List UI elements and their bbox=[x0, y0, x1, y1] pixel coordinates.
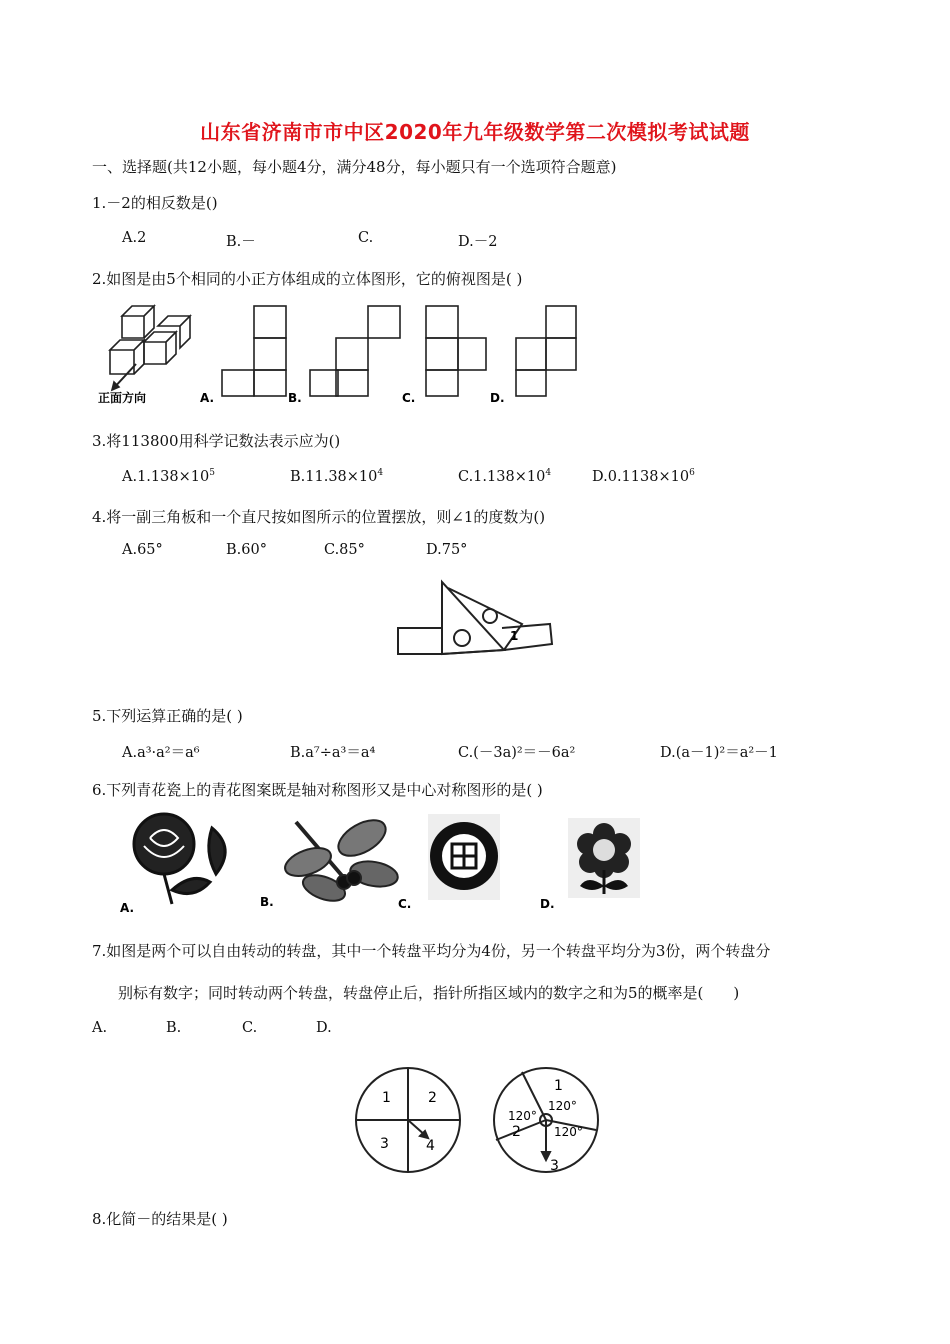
q6-option-b: B. bbox=[260, 895, 274, 909]
q1-option-b: B.－ bbox=[226, 234, 256, 250]
wheel1-3: 3 bbox=[380, 1136, 389, 1152]
angle-1-label: 1 bbox=[510, 629, 519, 643]
q2-option-b: B. bbox=[288, 391, 302, 405]
q7-option-c: C. bbox=[242, 1020, 258, 1036]
q5-option-d: D.(a－1)²＝a²－1 bbox=[660, 745, 778, 761]
question-1: 1.－2的相反数是() bbox=[92, 194, 218, 212]
question-3: 3.将113800用科学记数法表示应为() bbox=[92, 432, 341, 450]
ruler-left bbox=[398, 628, 442, 654]
q1-option-d: D.－2 bbox=[458, 234, 498, 250]
wheel2-3: 3 bbox=[550, 1158, 559, 1174]
q5-option-b: B.a⁷÷a³＝a⁴ bbox=[290, 745, 376, 761]
wheel1-2: 2 bbox=[428, 1090, 437, 1106]
question-7-line-2: 别标有数字；同时转动两个转盘，转盘停止后，指针所指区域内的数字之和为5的概率是( ) bbox=[118, 984, 740, 1002]
page-title: 山东省济南市市中区2020年九年级数学第二次模拟考试试题 bbox=[200, 120, 750, 144]
wheel2-angle-left: 120° bbox=[508, 1109, 537, 1123]
wheel2-1: 1 bbox=[554, 1078, 563, 1094]
rose-pattern bbox=[134, 814, 225, 904]
q4-option-a: A.65° bbox=[122, 542, 163, 558]
q2-option-d: D. bbox=[490, 391, 505, 405]
q3-option-a: $A.1.138\times 10^5$ bbox=[122, 468, 215, 485]
q3-option-d: $D.0.1138\times 10^6$ bbox=[592, 468, 695, 485]
q6-option-d: D. bbox=[540, 897, 555, 911]
wheel2-angle-right: 120° bbox=[554, 1125, 583, 1139]
q2-figures bbox=[92, 298, 592, 408]
q5-option-a: A.a³·a²＝a⁶ bbox=[122, 745, 200, 761]
q1-option-c: C. bbox=[358, 230, 374, 246]
flower-pattern bbox=[568, 818, 640, 898]
section-heading: 一、选择题(共12小题，每小题4分，满分48分，每小题只有一个选项符合题意) bbox=[92, 158, 617, 176]
q2-option-c: C. bbox=[402, 391, 416, 405]
question-7-line-1: 7.如图是两个可以自由转动的转盘，其中一个转盘平均分为4份，另一个转盘平均分为3份，两个转盘分 bbox=[92, 942, 771, 960]
question-8: 8.化简－的结果是( ) bbox=[92, 1210, 228, 1228]
q7-option-b: B. bbox=[166, 1020, 182, 1036]
option-c-view bbox=[426, 306, 486, 396]
wheel2-angle-top: 120° bbox=[548, 1099, 577, 1113]
q3-option-b: $B.11.38\times 10^4$ bbox=[290, 468, 384, 485]
isometric-cubes bbox=[110, 306, 190, 390]
q7-spinners bbox=[350, 1060, 610, 1180]
question-5: 5.下列运算正确的是( ) bbox=[92, 707, 243, 725]
spinner-four-parts bbox=[356, 1068, 460, 1172]
medallion-pattern bbox=[428, 814, 500, 900]
q1-option-a: A.2 bbox=[122, 230, 147, 246]
wheel1-4: 4 bbox=[426, 1138, 435, 1154]
q6-option-c: C. bbox=[398, 897, 412, 911]
q6-option-a: A. bbox=[120, 901, 135, 915]
q2-option-a: A. bbox=[200, 391, 215, 405]
q4-option-d: D.75° bbox=[426, 542, 468, 558]
front-direction-label: 正面方向 bbox=[98, 391, 147, 405]
q7-option-d: D. bbox=[316, 1020, 332, 1036]
q4-figure bbox=[392, 574, 562, 670]
option-a-view bbox=[222, 306, 286, 396]
option-b-view bbox=[310, 306, 400, 396]
q6-figures bbox=[112, 808, 672, 916]
question-4: 4.将一副三角板和一个直尺按如图所示的位置摆放，则∠1的度数为() bbox=[92, 508, 546, 526]
question-2: 2.如图是由5个相同的小正方体组成的立体图形，它的俯视图是( ) bbox=[92, 270, 523, 288]
q5-option-c: C.(－3a)²＝－6a² bbox=[458, 745, 576, 761]
option-d-view bbox=[516, 306, 576, 396]
q4-option-c: C.85° bbox=[324, 542, 365, 558]
q4-option-b: B.60° bbox=[226, 542, 267, 558]
wheel2-2: 2 bbox=[512, 1124, 521, 1140]
q7-option-a: A. bbox=[92, 1020, 108, 1036]
q3-option-c: $C.1.138\times 10^4$ bbox=[458, 468, 552, 485]
triangle-45 bbox=[442, 582, 504, 654]
wheel1-1: 1 bbox=[382, 1090, 391, 1106]
question-6: 6.下列青花瓷上的青花图案既是轴对称图形又是中心对称图形的是( ) bbox=[92, 781, 543, 799]
dragonfly-pattern bbox=[281, 813, 399, 906]
